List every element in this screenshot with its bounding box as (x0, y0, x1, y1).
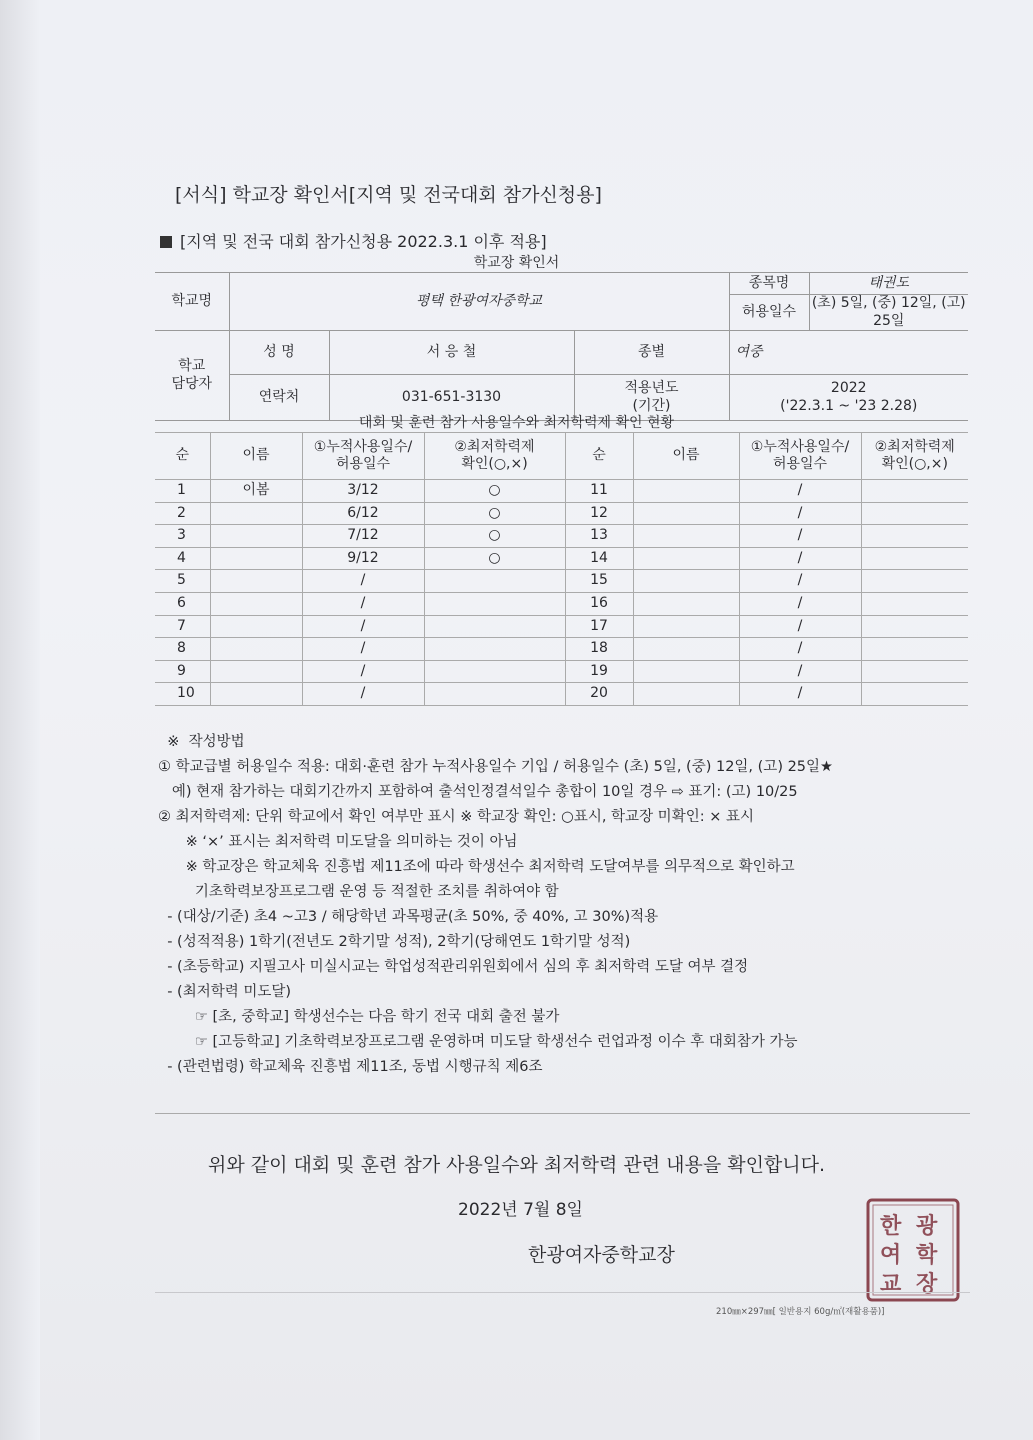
page-shadow (0, 0, 40, 1440)
col-header-check-2 (861, 433, 968, 480)
row-no-2: 14 (565, 547, 633, 570)
svg-text:한: 한 (880, 1213, 902, 1239)
row-no-2: 17 (565, 615, 633, 638)
row-name-2 (633, 525, 739, 548)
row-days-2: / (739, 480, 861, 503)
usage-table-body (155, 480, 968, 706)
col-header-check-2-line2: 확인(○,×) (881, 456, 948, 472)
col-header-days-line2: 허용일수 (335, 456, 391, 472)
row-no-2: 13 (565, 525, 633, 548)
instruction-line: - (초등학교) 지필고사 미실시교는 학업성적관리위원회에서 심의 후 최저학력 도달 여부 결정 (158, 959, 749, 975)
form-subtitle: [지역 및 전국 대회 참가신청용 2022.3.1 이후 적용] (180, 232, 547, 251)
row-days-2: / (739, 502, 861, 525)
official-seal-stamp (864, 1196, 962, 1304)
row-name (210, 547, 302, 570)
school-value: 평택 한광여자중학교 (229, 273, 729, 331)
row-no-2: 18 (565, 638, 633, 661)
row-no-2: 15 (565, 570, 633, 593)
row-name-2 (633, 502, 739, 525)
table-row (155, 570, 968, 593)
row-name-2 (633, 683, 739, 706)
form-title: [서식] 학교장 확인서[지역 및 전국대회 참가신청용] (175, 184, 602, 206)
row-no: 5 (155, 570, 210, 593)
instructions (158, 730, 978, 1080)
row-no: 4 (155, 547, 210, 570)
row-no-2: 16 (565, 592, 633, 615)
row-check-2 (861, 547, 968, 570)
square-bullet-icon (160, 236, 172, 248)
table-row (155, 525, 968, 548)
year-value: 2022 (830, 380, 867, 396)
row-days-2: / (739, 570, 861, 593)
sport-label: 종목명 (729, 273, 809, 295)
row-no: 3 (155, 525, 210, 548)
gender-label: 종별 (574, 331, 729, 375)
row-check (424, 660, 565, 683)
svg-text:장: 장 (916, 1271, 938, 1297)
row-no: 8 (155, 638, 210, 661)
row-name-2 (633, 480, 739, 503)
usage-table (155, 432, 968, 706)
col-header-no-2: 순 (565, 433, 633, 480)
row-days: 3/12 (302, 480, 424, 503)
row-name-2 (633, 547, 739, 570)
instruction-line: ① 학교급별 허용일수 적용: 대회·훈련 참가 누적사용일수 기입 / 허용일수 (초) 5일, (중) 12일, (고) 25일★ (158, 759, 834, 775)
instruction-line: - (최저학력 미도달) (158, 984, 292, 1000)
col-header-check-line1: ②최저학력제 (454, 438, 535, 455)
divider (155, 1113, 970, 1114)
row-no-2: 11 (565, 480, 633, 503)
info-table (155, 272, 968, 421)
row-no-2: 12 (565, 502, 633, 525)
row-days-2: / (739, 547, 861, 570)
row-check-2 (861, 480, 968, 503)
row-check: ○ (424, 480, 565, 503)
col-header-name: 이름 (210, 433, 302, 480)
table-caption: 대회 및 훈련 참가 사용일수와 최저학력제 확인 현황 (358, 415, 675, 431)
paper-spec-footer: 210㎜×297㎜[ 일반용지 60g/㎡(재활용품)] (716, 1307, 885, 1317)
manager-label: 학교 담당자 (155, 331, 229, 421)
row-no: 9 (155, 660, 210, 683)
row-check (424, 683, 565, 706)
row-name (210, 570, 302, 593)
table-row (155, 547, 968, 570)
row-days: / (302, 638, 424, 661)
name-label: 성 명 (229, 331, 329, 375)
instruction-line: ☞ [고등학교] 기초학력보장프로그램 운영하며 미도달 학생선수 런업과정 이수 후 대회참가 가능 (158, 1034, 798, 1050)
row-check-2 (861, 592, 968, 615)
row-name (210, 592, 302, 615)
issue-date: 2022년 7월 8일 (458, 1200, 583, 1220)
col-header-days-2-line2: 허용일수 (772, 456, 828, 472)
row-check-2 (861, 660, 968, 683)
svg-text:학: 학 (916, 1242, 938, 1268)
row-name (210, 638, 302, 661)
row-check: ○ (424, 525, 565, 548)
allowed-days-value: (초) 5일, (중) 12일, (고) 25일 (809, 295, 968, 331)
row-name (210, 683, 302, 706)
instruction-line: ☞ [초, 중학교] 학생선수는 다음 학기 전국 대회 출전 불가 (158, 1009, 560, 1025)
row-days: / (302, 683, 424, 706)
footer-divider (155, 1292, 970, 1293)
row-check-2 (861, 638, 968, 661)
instruction-line: - (관련법령) 학교체육 진흥법 제11조, 동법 시행규칙 제6조 (158, 1059, 543, 1075)
row-check (424, 638, 565, 661)
allowed-days-label: 허용일수 (729, 295, 809, 331)
instruction-line: 예) 현재 참가하는 대회기간까지 포함하여 출석인정결석일수 총합이 10일 경우 ⇨ 표기: (고) 10/25 (158, 784, 798, 800)
col-header-name-2: 이름 (633, 433, 739, 480)
col-header-days-2 (739, 433, 861, 480)
row-check-2 (861, 615, 968, 638)
table-row (155, 683, 968, 706)
row-days: 9/12 (302, 547, 424, 570)
table-row (155, 638, 968, 661)
row-name: 이봄 (210, 480, 302, 503)
row-name-2 (633, 615, 739, 638)
row-name-2 (633, 660, 739, 683)
table-row (155, 502, 968, 525)
row-days: / (302, 570, 424, 593)
row-days-2: / (739, 615, 861, 638)
instruction-line: - (성적적용) 1학기(전년도 2학기말 성적), 2학기(당해연도 1학기말 성적) (158, 934, 631, 950)
row-check: ○ (424, 547, 565, 570)
row-days: / (302, 660, 424, 683)
col-header-days-2-line1: ①누적사용일수/ (750, 438, 850, 455)
row-check-2 (861, 570, 968, 593)
row-check (424, 570, 565, 593)
instruction-line: ※ 학교장은 학교체육 진흥법 제11조에 따라 학생선수 최저학력 도달여부를 의무적으로 확인하고 (158, 859, 795, 875)
row-days: 6/12 (302, 502, 424, 525)
svg-text:교: 교 (880, 1271, 902, 1297)
row-name-2 (633, 570, 739, 593)
table-row (155, 592, 968, 615)
row-days-2: / (739, 638, 861, 661)
form-subtitle-row (160, 229, 547, 252)
row-name-2 (633, 592, 739, 615)
row-days: / (302, 615, 424, 638)
row-name (210, 660, 302, 683)
year-label: 적용년도 (기간) (574, 375, 729, 421)
instruction-line: - (대상/기준) 초4 ~고3 / 해당학년 과목평균(초 50%, 중 40%, 고 30%)적용 (158, 909, 659, 925)
instruction-line: ※ ‘×’ 표시는 최저학력 미도달을 의미하는 것이 아님 (158, 834, 518, 850)
row-no-2: 20 (565, 683, 633, 706)
col-header-check-line2: 확인(○,×) (461, 456, 528, 472)
row-days-2: / (739, 525, 861, 548)
row-check (424, 592, 565, 615)
period-value: ('22.3.1 ~ '23 2.28) (780, 397, 918, 414)
name-value: 서 응 철 (329, 331, 574, 375)
row-days-2: / (739, 660, 861, 683)
row-check (424, 615, 565, 638)
table-row (155, 615, 968, 638)
row-no: 1 (155, 480, 210, 503)
row-check-2 (861, 683, 968, 706)
col-header-check (424, 433, 565, 480)
row-no: 7 (155, 615, 210, 638)
col-header-check-2-line1: ②최저학력제 (874, 438, 955, 455)
col-header-no: 순 (155, 433, 210, 480)
row-check-2 (861, 502, 968, 525)
instruction-line: 기초학력보장프로그램 운영 등 적절한 조치를 취하여야 함 (158, 884, 559, 900)
row-name (210, 525, 302, 548)
row-name (210, 615, 302, 638)
gender-value: 여중 (729, 331, 968, 375)
table-row (155, 480, 968, 503)
school-label: 학교명 (155, 273, 229, 331)
col-header-days (302, 433, 424, 480)
contact-value: 031-651-3130 (329, 375, 574, 421)
row-no: 2 (155, 502, 210, 525)
contact-label: 연락처 (229, 375, 329, 421)
sport-value: 태권도 (809, 273, 968, 295)
row-no: 10 (155, 683, 210, 706)
row-no: 6 (155, 592, 210, 615)
table-row (155, 660, 968, 683)
row-days-2: / (739, 592, 861, 615)
row-check: ○ (424, 502, 565, 525)
svg-text:여: 여 (880, 1242, 902, 1268)
row-name-2 (633, 638, 739, 661)
row-days: 7/12 (302, 525, 424, 548)
instruction-line: ※ 작성방법 (158, 734, 245, 750)
confirmation-statement: 위와 같이 대회 및 훈련 참가 사용일수와 최저학력 관련 내용을 확인합니다. (207, 1154, 826, 1176)
svg-text:광: 광 (916, 1213, 938, 1239)
col-header-days-line1: ①누적사용일수/ (313, 438, 413, 455)
instruction-line: ② 최저학력제: 단위 학교에서 확인 여부만 표시 ※ 학교장 확인: ○표시, 학교장 미확인: × 표시 (158, 809, 754, 825)
row-check-2 (861, 525, 968, 548)
row-name (210, 502, 302, 525)
confirmation-caption: 학교장 확인서 (473, 255, 560, 271)
row-days-2: / (739, 683, 861, 706)
row-days: / (302, 592, 424, 615)
row-no-2: 19 (565, 660, 633, 683)
principal-signature: 한광여자중학교장 (528, 1244, 675, 1266)
